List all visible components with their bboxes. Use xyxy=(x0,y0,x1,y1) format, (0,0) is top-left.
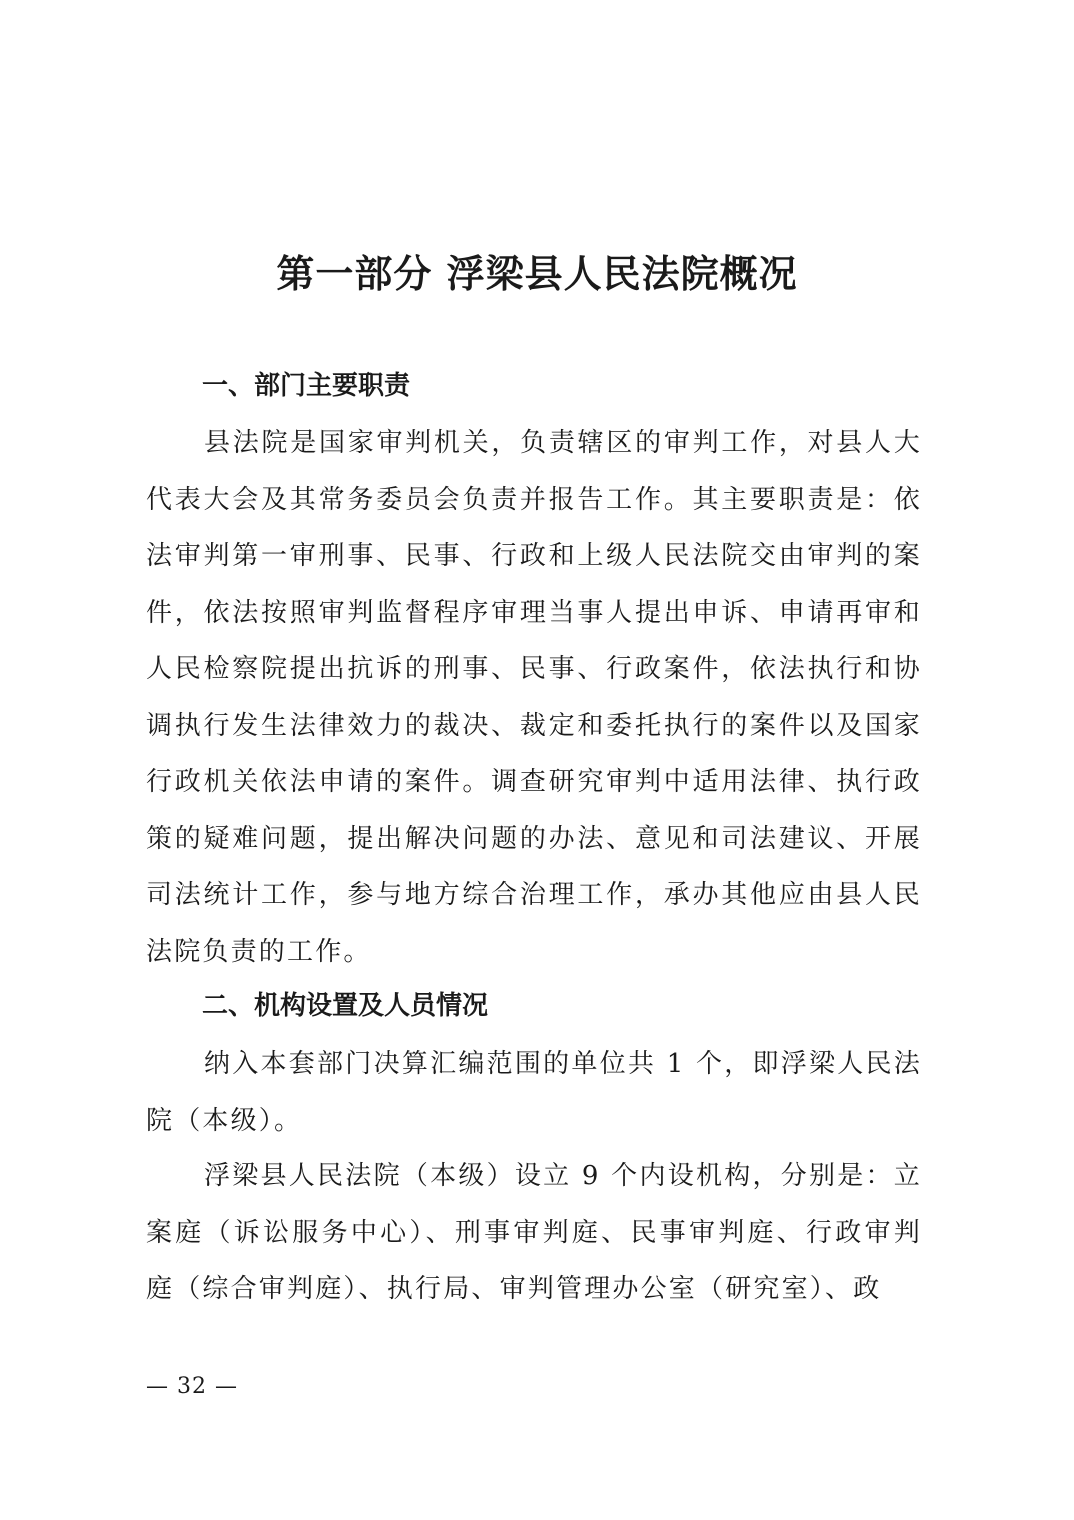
paragraph-internal-departments: 浮梁县人民法院（本级）设立 9 个内设机构，分别是：立案庭（诉讼服务中心）、刑事审判庭、民事审判庭、行政审判庭（综合审判庭）、执行局、审判管理办公室（研究室）、政 xyxy=(146,1161,922,1304)
page-number: — 32 — xyxy=(146,1374,238,1399)
paragraph-unit-scope: 纳入本套部门决算汇编范围的单位共 1 个，即浮梁人民法院（本级）。 xyxy=(146,1049,922,1136)
section-heading-main-duties: 一、部门主要职责 xyxy=(202,371,411,401)
page-title: 第一部分 浮梁县人民法院概况 xyxy=(276,251,798,296)
paragraph-main-duties: 县法院是国家审判机关，负责辖区的审判工作，对县人大代表大会及其常务委员会负责并报告工作。其主要职责是：依法审判第一审刑事、民事、行政和上级人民法院交由审判的案件，依法按照审判监督程序审理当事人提出申诉、申请再审和人民检察院提出抗诉的刑事、民事、行政案件，依法执行和协调执行发生法律效力的裁决、裁定和委托执行的案件以及国家行政机关依法申请的案件。调查研究审判中适用法律、执行政策的疑难问题，提出解决问题的办法、意见和司法建议、开展司法统计工作，参与地方综合治理工作，承办其他应由县人民法院负责的工作。 xyxy=(146,428,922,967)
section-heading-organization: 二、机构设置及人员情况 xyxy=(202,991,489,1021)
